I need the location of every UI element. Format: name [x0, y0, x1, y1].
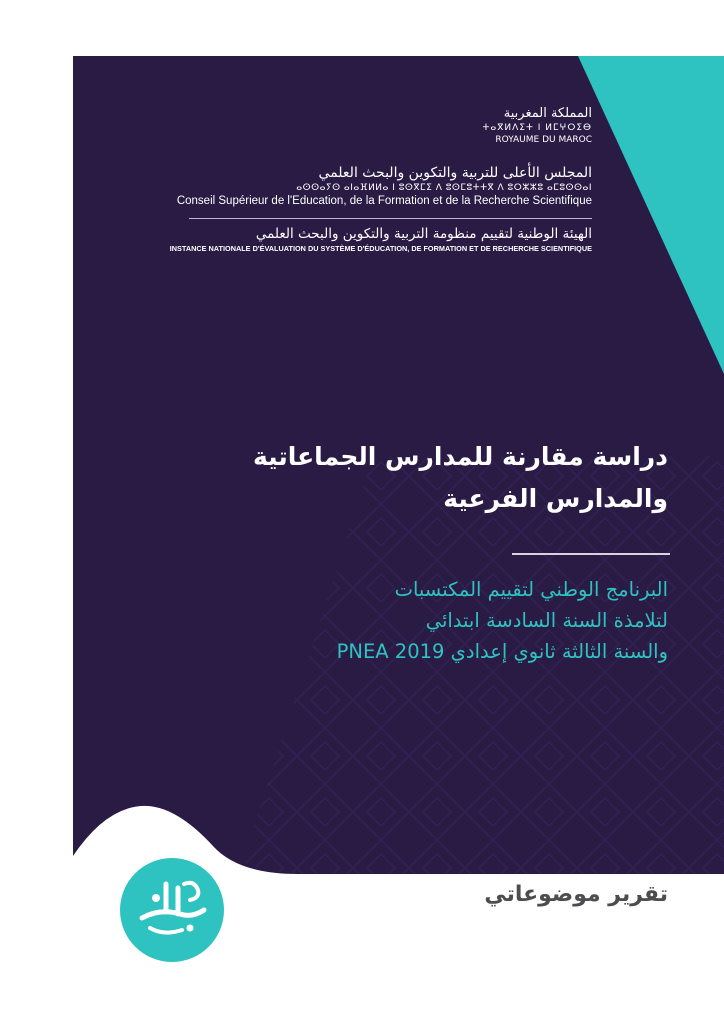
subtitle-line-2: لتلامذة السنة السادسة ابتدائي: [425, 609, 668, 632]
council-tifinagh: ⴰⵙⵙⴰⵢⵙ ⴰⵏⴰⴼⵍⵍⴰ ⵏ ⵓⵙⴳⵎⵉ ⴷ ⵓⵙⵎⵓⵜⵜⴳ ⴷ ⵓⵔⵣⵣⵓ ⴰⵎⵓⵙⵙⴰⵏ: [296, 183, 592, 193]
kingdom-french: ROYAUME DU MAROC: [495, 135, 592, 145]
instance-calligraphy-logo-icon: [120, 858, 224, 962]
institution-header: [152, 106, 592, 255]
subtitle-line-1: البرنامج الوطني لتقييم المكتسبات: [394, 578, 668, 601]
report-title: [128, 436, 668, 520]
council-french: Conseil Supérieur de l'Education, de la Formation et de la Recherche Scientifique: [176, 195, 592, 207]
title-line-1: دراسة مقارنة للمدارس الجماعاتية: [252, 442, 668, 471]
council-arabic: المجلس الأعلى للتربية والتكوين والبحث العلمي: [318, 165, 592, 181]
title-divider: [512, 553, 670, 555]
report-subtitle: [128, 574, 668, 667]
header-divider: [189, 218, 592, 219]
report-type-label: تقرير موضوعاتي: [484, 882, 668, 907]
title-line-2: والمدارس الفرعية: [443, 484, 668, 513]
subtitle-line-3: والسنة الثالثة ثانوي إعدادي PNEA 2019: [336, 640, 668, 663]
kingdom-arabic: المملكة المغربية: [503, 106, 592, 121]
kingdom-tifinagh: ⵜⴰⴳⵍⴷⵉⵜ ⵏ ⵍⵎⵖⵔⵉⴱ: [482, 123, 592, 133]
report-cover: [73, 56, 724, 1024]
instance-arabic: الهيئة الوطنية لتقييم منظومة التربية والتكوين والبحث العلمي: [255, 226, 592, 242]
instance-french: INSTANCE NATIONALE D'ÉVALUATION DU SYSTÈME D'ÉDUCATION, DE FORMATION ET DE RECHERCHE SCIENTIFIQUE: [169, 244, 592, 253]
